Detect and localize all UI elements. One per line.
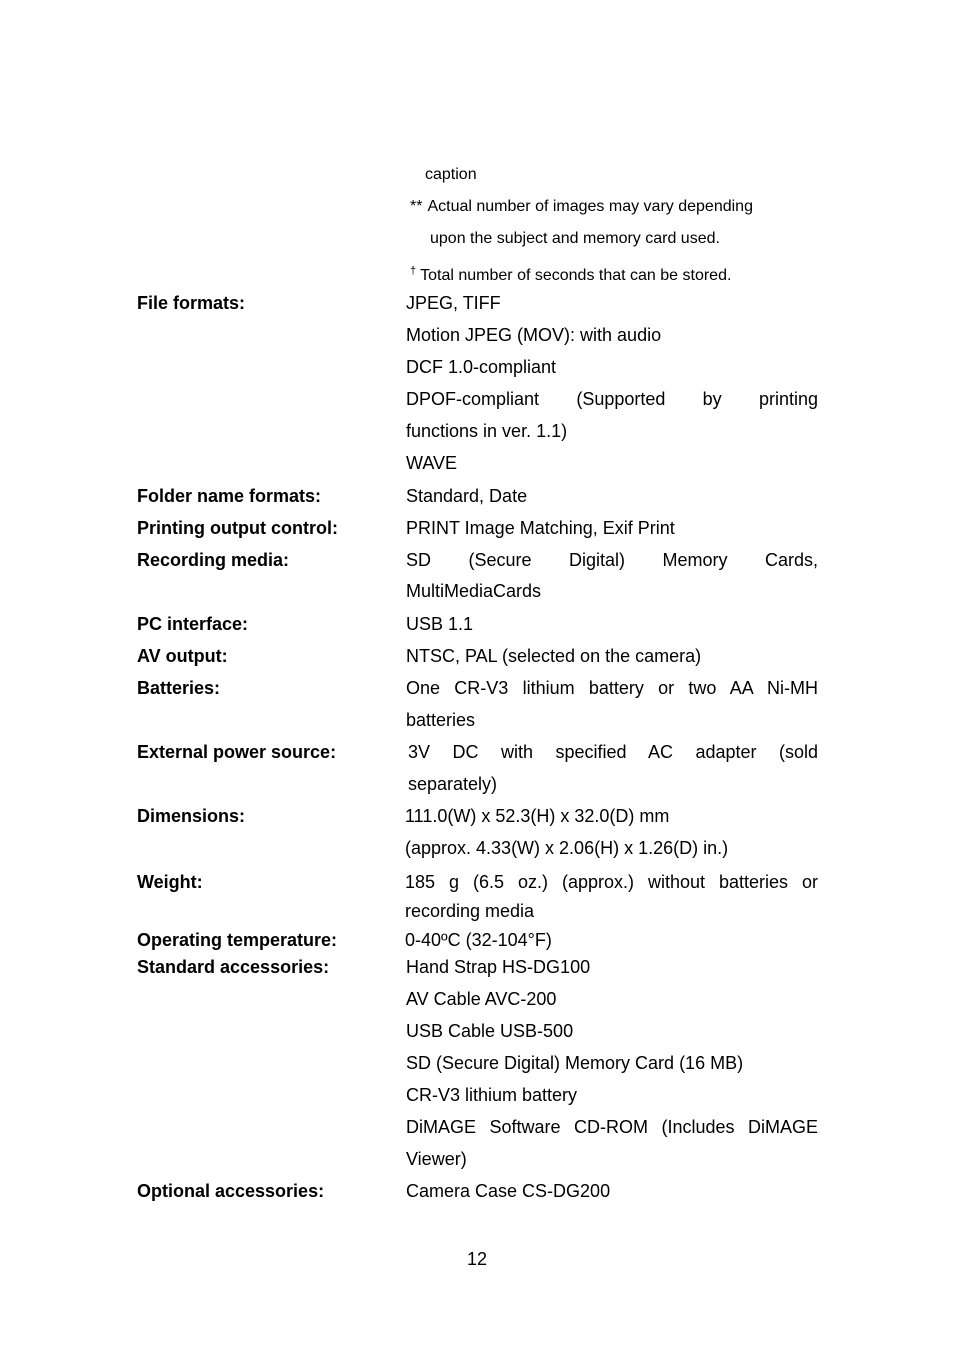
printing-output-value: PRINT Image Matching, Exif Print	[406, 518, 675, 538]
weight-label: Weight:	[137, 872, 203, 892]
caption-note: caption	[425, 166, 477, 183]
av-output-value: NTSC, PAL (selected on the camera)	[406, 646, 702, 666]
standard-accessory-item: Hand Strap HS-DG100	[406, 957, 591, 977]
pc-interface-value: USB 1.1	[406, 614, 474, 634]
dagger-mark: †	[410, 265, 417, 277]
recording-media-value: MultiMediaCards	[406, 581, 542, 601]
dimensions-value: (approx. 4.33(W) x 2.06(H) x 1.26(D) in.)	[405, 838, 729, 858]
standard-accessory-item: Viewer)	[406, 1149, 467, 1169]
recording-media-label: Recording media:	[137, 550, 290, 570]
page-number: 12	[466, 1249, 488, 1269]
optional-accessories-label: Optional accessories:	[137, 1181, 325, 1201]
images-footnote	[410, 197, 753, 217]
external-power-label: External power source:	[137, 742, 337, 762]
images-footnote-line2: upon the subject and memory card used.	[430, 230, 720, 247]
batteries-value: One CR-V3 lithium battery or two AA Ni-MH	[406, 678, 818, 698]
optional-accessory-item: Camera Case CS-DG200	[406, 1181, 611, 1201]
recording-media-value: SD (Secure Digital) Memory Cards,	[406, 550, 818, 570]
standard-accessory-item: CR-V3 lithium battery	[406, 1085, 578, 1105]
folder-name-formats-value: Standard, Date	[406, 486, 528, 506]
file-formats-value: WAVE	[406, 453, 458, 473]
operating-temperature-label: Operating temperature:	[137, 930, 338, 950]
standard-accessory-item: AV Cable AVC-200	[406, 989, 557, 1009]
dimensions-label: Dimensions:	[137, 806, 246, 826]
pc-interface-label: PC interface:	[137, 614, 249, 634]
standard-accessory-item: SD (Secure Digital) Memory Card (16 MB)	[406, 1053, 744, 1073]
batteries-value: batteries	[406, 710, 476, 730]
external-power-value: 3V DC with specified AC adapter (sold	[408, 742, 818, 762]
operating-temperature-value: 0-40ºC (32-104°F)	[405, 930, 552, 950]
file-formats-value: Motion JPEG (MOV): with audio	[406, 325, 662, 345]
dimensions-value: 111.0(W) x 52.3(H) x 32.0(D) mm	[405, 806, 670, 826]
file-formats-value: DPOF-compliant (Supported by printing	[406, 389, 818, 409]
folder-name-formats-label: Folder name formats:	[137, 486, 322, 506]
images-footnote-line1: Actual number of images may vary depending	[427, 198, 753, 215]
weight-value: recording media	[405, 901, 535, 921]
double-asterisk-mark: **	[410, 198, 423, 215]
standard-accessory-item: USB Cable USB-500	[406, 1021, 574, 1041]
seconds-footnote-line: Total number of seconds that can be stored.	[420, 267, 732, 284]
seconds-footnote	[410, 261, 731, 286]
file-formats-value: functions in ver. 1.1)	[406, 421, 568, 441]
av-output-label: AV output:	[137, 646, 228, 666]
standard-accessories-label: Standard accessories:	[137, 957, 330, 977]
file-formats-label: File formats:	[137, 293, 246, 313]
batteries-label: Batteries:	[137, 678, 221, 698]
printing-output-label: Printing output control:	[137, 518, 338, 538]
file-formats-value: JPEG, TIFF	[406, 293, 501, 313]
standard-accessory-item: DiMAGE Software CD-ROM (Includes DiMAGE	[406, 1117, 818, 1137]
external-power-value: separately)	[408, 774, 498, 794]
weight-value: 185 g (6.5 oz.) (approx.) without batteries or	[405, 872, 818, 892]
file-formats-value: DCF 1.0-compliant	[406, 357, 557, 377]
